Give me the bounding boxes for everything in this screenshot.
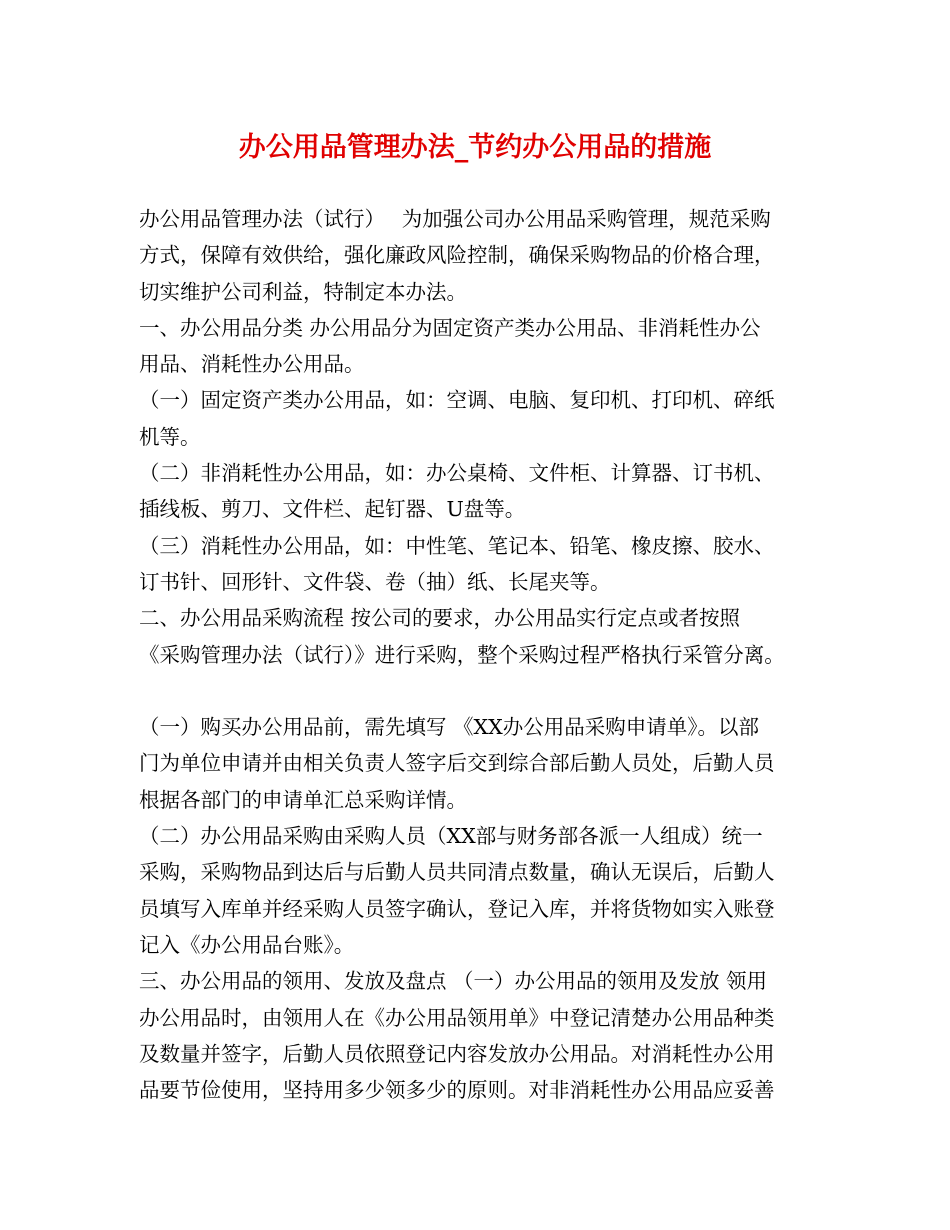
document-body bbox=[139, 201, 829, 1108]
paragraph-section-2 bbox=[139, 600, 829, 673]
text-line: 根据各部门的申请单汇总采购详情。 bbox=[139, 787, 467, 812]
text-line: 《采购管理办法（试行）》进行采购，整个采购过程严格执行采管分离。 bbox=[139, 642, 785, 667]
text-line: 三、办公用品的领用、发放及盘点 （一）办公用品的领用及发放 领用 bbox=[139, 969, 768, 994]
text-line: 采购，采购物品到达后与后勤人员共同清点数量，确认无误后，后勤人 bbox=[139, 860, 775, 885]
text-line: （一）购买办公用品前，需先填写 《XX办公用品采购申请单》。以部 bbox=[139, 715, 759, 740]
text-line: （二）办公用品采购由采购人员（XX部与财务部各派一人组成）统一 bbox=[139, 824, 763, 849]
text-line: 办公用品时，由领用人在《办公用品领用单》中登记清楚办公用品种类 bbox=[139, 1005, 775, 1030]
text-line: （三）消耗性办公用品，如：中性笔、笔记本、铅笔、橡皮擦、胶水、 bbox=[139, 533, 775, 558]
document-title: 办公用品管理办法_节约办公用品的措施 bbox=[238, 132, 712, 163]
text-line: 插线板、剪刀、文件栏、起钉器、U盘等。 bbox=[139, 497, 526, 522]
blank-line bbox=[139, 673, 829, 709]
text-line: 用品、消耗性办公用品。 bbox=[139, 352, 365, 377]
text-line: （二）非消耗性办公用品，如：办公桌椅、文件柜、计算器、订书机、 bbox=[139, 461, 775, 486]
text-line: 订书针、回形针、文件袋、卷（抽）纸、长尾夹等。 bbox=[139, 569, 611, 594]
text-line: （一）固定资产类办公用品，如：空调、电脑、复印机、打印机、碎纸 bbox=[139, 388, 775, 413]
text-line: 门为单位申请并由相关负责人签字后交到综合部后勤人员处，后勤人员 bbox=[139, 751, 775, 776]
paragraph-section-1 bbox=[139, 310, 829, 383]
text-line: 及数量并签字，后勤人员依照登记内容发放办公用品。对消耗性办公用 bbox=[139, 1041, 775, 1066]
paragraph-section-2-item-1 bbox=[139, 709, 829, 818]
text-line: 方式，保障有效供给，强化廉政风险控制，确保采购物品的价格合理， bbox=[139, 243, 775, 268]
paragraph-section-3 bbox=[139, 963, 829, 1108]
paragraph-intro bbox=[139, 201, 829, 310]
text-line: 一、办公用品分类 办公用品分为固定资产类办公用品、非消耗性办公 bbox=[139, 315, 761, 340]
paragraph-section-2-item-2 bbox=[139, 818, 829, 963]
text-line: 机等。 bbox=[139, 424, 201, 449]
text-line: 办公用品管理办法（试行） 为加强公司办公用品采购管理，规范采购 bbox=[139, 207, 771, 231]
text-line: 员填写入库单并经采购人员签字确认，登记入库，并将货物如实入账登 bbox=[139, 896, 775, 921]
paragraph-section-1-item-2 bbox=[139, 455, 829, 528]
text-line: 记入《办公用品台账》。 bbox=[139, 932, 355, 957]
text-line: 二、办公用品采购流程 按公司的要求，办公用品实行定点或者按照 bbox=[139, 606, 741, 631]
paragraph-section-1-item-3 bbox=[139, 528, 829, 601]
text-line: 切实维护公司利益，特制定本办法。 bbox=[139, 279, 467, 304]
text-line: 品要节俭使用，坚持用多少领多少的原则。对非消耗性办公用品应妥善 bbox=[139, 1078, 775, 1103]
paragraph-section-1-item-1 bbox=[139, 382, 829, 455]
